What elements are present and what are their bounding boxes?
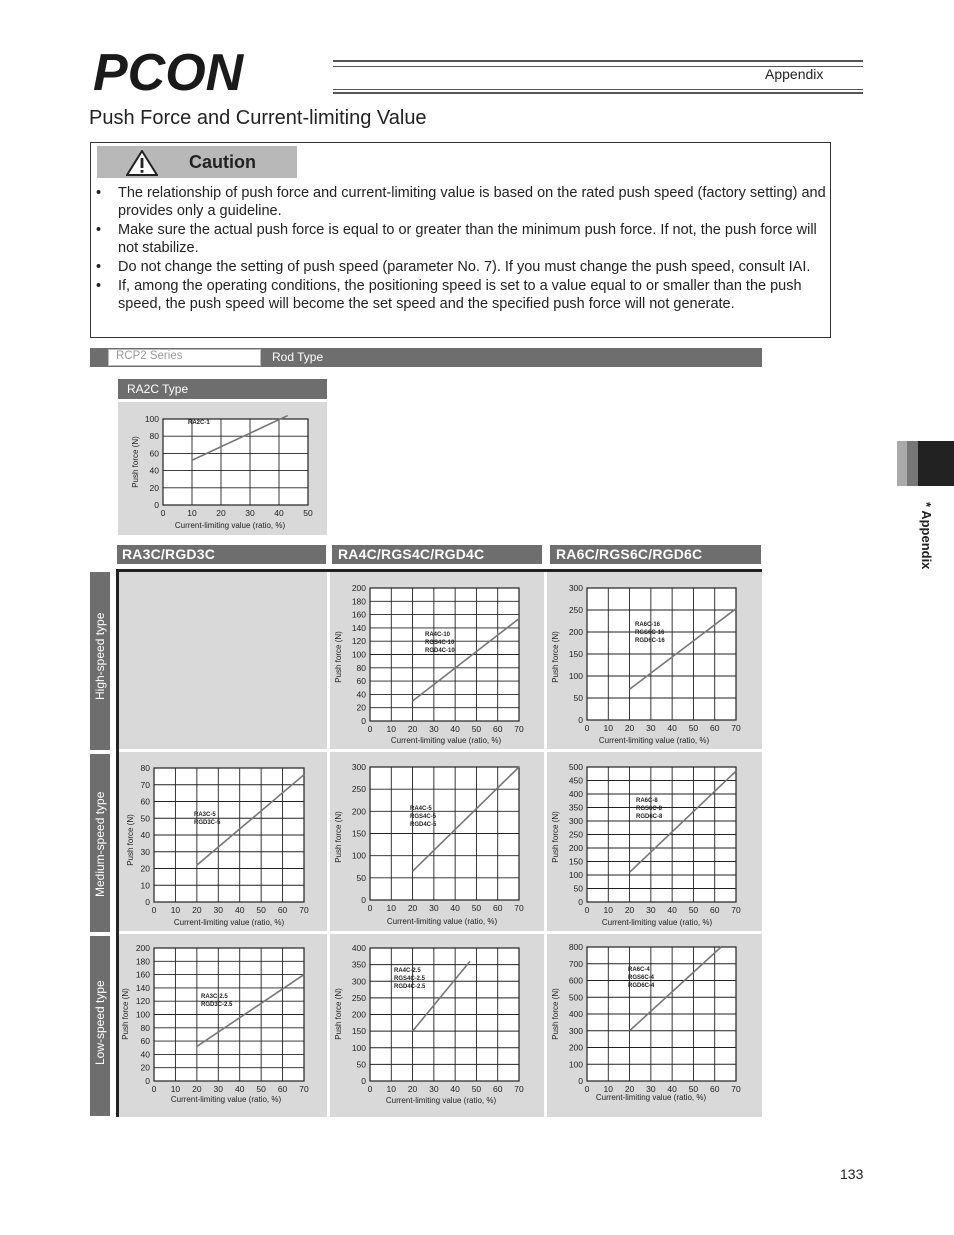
model-label: RA4C-5 (410, 806, 432, 812)
row-label-text: Medium-speed type (93, 791, 107, 897)
y-tick-label: 150 (351, 828, 366, 839)
x-tick-label: 30 (646, 905, 656, 915)
caution-list (96, 184, 826, 314)
logo-text: PCON (93, 44, 244, 98)
y-tick-label: 300 (568, 1025, 583, 1036)
y-tick-label: 100 (351, 649, 366, 660)
x-tick-label: 20 (192, 905, 202, 915)
x-tick-label: 10 (187, 508, 197, 518)
y-tick-label: 180 (351, 596, 366, 607)
model-label: RGS4C-5 (410, 814, 437, 820)
y-tick-label: 60 (356, 676, 366, 687)
x-tick-label: 50 (688, 1084, 699, 1094)
y-tick-label: 350 (351, 959, 366, 970)
y-axis-label: Push force (N) (121, 988, 130, 1040)
page-title: Push Force and Current-limiting Value (89, 107, 427, 129)
x-tick-label: 50 (688, 723, 699, 733)
row-label-text: Low-speed type (93, 980, 107, 1065)
x-tick-label: 70 (514, 1084, 524, 1094)
y-tick-label: 400 (568, 789, 583, 799)
x-tick-label: 70 (731, 905, 741, 915)
ra2c-title: RA2C Type (127, 382, 189, 396)
model-label: RGS4C-2.5 (394, 976, 426, 982)
caution-title: Caution (189, 152, 256, 172)
model-label: RA6C-8 (636, 798, 658, 804)
x-tick-label: 10 (386, 724, 397, 734)
y-tick-label: 180 (135, 956, 150, 967)
x-tick-label: 10 (603, 1084, 614, 1094)
y-tick-label: 400 (351, 943, 366, 953)
x-tick-label: 60 (492, 903, 503, 913)
group-title: RA6C/RGS6C/RGD6C (556, 546, 703, 562)
model-label: RA6C-4 (628, 967, 650, 973)
x-axis-label: Current-limiting value (ratio, %) (598, 736, 710, 745)
x-tick-label: 40 (274, 508, 284, 518)
x-tick-label: 40 (667, 1084, 677, 1094)
caution-item: • If, among the operating conditions, the positioning speed is set to a value equal to or smaller than the push speed, the push speed will become the set speed and the specified push force will not generate. (96, 277, 802, 313)
x-tick-label: 40 (450, 1084, 460, 1094)
y-tick-label: 50 (356, 1059, 366, 1070)
y-tick-label: 160 (351, 609, 366, 620)
y-tick-label: 80 (140, 763, 150, 773)
y-tick-label: 60 (140, 1036, 150, 1047)
y-tick-label: 100 (351, 850, 366, 861)
x-tick-label: 50 (256, 1084, 266, 1094)
y-tick-label: 0 (145, 897, 150, 907)
y-tick-label: 50 (573, 693, 583, 703)
y-axis-label: Push force (N) (551, 811, 560, 863)
x-tick-label: 0 (160, 508, 166, 518)
x-tick-label: 40 (450, 903, 460, 913)
x-tick-label: 40 (450, 724, 460, 734)
x-tick-label: 0 (584, 905, 590, 915)
y-axis-label: Push force (N) (131, 436, 140, 488)
model-label: RGD3C-2.5 (201, 1002, 233, 1008)
model-label: RGD6C-16 (635, 638, 665, 644)
caution-item: • Do not change the setting of push speed (parameter No. 7). If you must change the push speed, consult IAI. (96, 259, 811, 276)
x-tick-label: 20 (407, 1084, 418, 1094)
chart-ra3c-medium (119, 752, 327, 931)
side-tab-dark (918, 441, 954, 486)
y-axis-label: Push force (N) (334, 631, 343, 683)
y-tick-label: 300 (351, 976, 366, 987)
y-tick-label: 200 (351, 1009, 366, 1020)
y-tick-label: 40 (149, 465, 159, 476)
caution-item: • Make sure the actual push force is equal to or greater than the minimum push force. If not, the push force will not stabilize. (96, 222, 817, 257)
x-axis-label: Current-limiting value (ratio, %) (170, 1095, 282, 1104)
x-tick-label: 10 (170, 905, 181, 915)
x-tick-label: 50 (688, 905, 699, 915)
header-rule (333, 60, 863, 62)
y-tick-label: 800 (568, 942, 583, 952)
y-tick-label: 0 (361, 716, 366, 726)
y-tick-label: 120 (135, 996, 150, 1007)
x-tick-label: 40 (667, 905, 677, 915)
y-tick-label: 0 (145, 1076, 150, 1086)
y-tick-label: 300 (351, 762, 366, 772)
y-tick-label: 100 (135, 1009, 150, 1020)
x-tick-label: 30 (429, 724, 439, 734)
x-tick-label: 50 (471, 1084, 482, 1094)
y-tick-label: 50 (140, 813, 150, 824)
x-tick-label: 30 (429, 1084, 439, 1094)
y-tick-label: 140 (351, 622, 366, 633)
row-label-text: High-speed type (93, 612, 107, 700)
y-tick-label: 70 (140, 779, 150, 790)
model-label: RGD4C-10 (425, 648, 455, 654)
y-tick-label: 100 (144, 414, 159, 424)
side-tab-stripe (897, 441, 907, 486)
x-axis-label: Current-limiting value (ratio, %) (385, 1096, 497, 1105)
x-tick-label: 60 (709, 1084, 720, 1094)
y-tick-label: 600 (568, 975, 583, 986)
y-tick-label: 20 (356, 702, 366, 713)
x-tick-label: 60 (709, 905, 720, 915)
y-tick-label: 80 (140, 1022, 150, 1033)
caution-item: • The relationship of push force and current-limiting value is based on the rated push speed (factory setting) and provides only a guideline. (96, 185, 826, 220)
model-label: RGD4C-5 (410, 822, 437, 828)
x-tick-label: 0 (367, 724, 373, 734)
x-tick-label: 0 (584, 723, 590, 733)
y-tick-label: 40 (356, 689, 366, 700)
y-axis-label: Push force (N) (334, 811, 343, 863)
y-tick-label: 50 (573, 883, 583, 894)
header-rule (333, 92, 863, 94)
y-tick-label: 250 (351, 992, 366, 1003)
x-tick-label: 60 (709, 723, 720, 733)
model-label: RA4C-10 (425, 632, 451, 638)
x-tick-label: 10 (603, 905, 614, 915)
series-label: RCP2 Series (116, 350, 183, 362)
y-axis-label: Push force (N) (334, 988, 343, 1040)
y-tick-label: 40 (140, 830, 150, 840)
section-label: Appendix (765, 66, 824, 82)
x-tick-label: 40 (667, 723, 677, 733)
page-number: 133 (840, 1166, 864, 1182)
x-tick-label: 10 (170, 1084, 181, 1094)
x-tick-label: 20 (624, 905, 635, 915)
y-tick-label: 100 (568, 671, 583, 681)
y-tick-label: 250 (568, 605, 583, 615)
y-tick-label: 0 (361, 1076, 366, 1086)
x-tick-label: 30 (646, 1084, 656, 1094)
chart-ra6c-low (547, 934, 762, 1117)
x-tick-label: 10 (386, 1084, 397, 1094)
x-axis-label: Current-limiting value (ratio, %) (174, 521, 286, 530)
y-tick-label: 100 (568, 870, 583, 880)
y-axis-label: Push force (N) (126, 814, 135, 866)
model-label: RGS4C-10 (425, 640, 455, 646)
model-label: RGS6C-4 (628, 975, 655, 981)
y-tick-label: 100 (568, 1059, 583, 1070)
model-label: RGD6C-4 (628, 983, 655, 989)
x-tick-label: 10 (603, 723, 614, 733)
x-axis-label: Current-limiting value (ratio, %) (601, 918, 713, 927)
x-tick-label: 0 (151, 1084, 157, 1094)
x-tick-label: 60 (277, 905, 288, 915)
x-tick-label: 0 (584, 1084, 590, 1094)
model-label: RGS6C-16 (635, 630, 665, 636)
group-title: RA3C/RGD3C (122, 546, 216, 562)
y-tick-label: 400 (568, 1009, 583, 1019)
x-tick-label: 20 (216, 508, 226, 518)
y-tick-label: 500 (568, 762, 583, 772)
x-axis-label: Current-limiting value (ratio, %) (595, 1093, 707, 1102)
x-tick-label: 30 (213, 905, 224, 915)
model-label: RGD6C-8 (636, 814, 663, 820)
y-tick-label: 0 (154, 500, 159, 510)
model-label: RA2C-1 (188, 420, 210, 426)
y-tick-label: 300 (568, 816, 583, 826)
x-tick-label: 60 (492, 1084, 503, 1094)
y-tick-label: 40 (140, 1049, 150, 1060)
x-tick-label: 40 (234, 1084, 245, 1094)
chart-ra6c-high (547, 572, 762, 749)
x-tick-label: 70 (514, 724, 524, 734)
x-axis-label: Current-limiting value (ratio, %) (390, 736, 502, 745)
x-tick-label: 70 (731, 1084, 741, 1094)
y-tick-label: 50 (356, 872, 366, 883)
y-tick-label: 0 (578, 1076, 583, 1086)
type-label: Rod Type (272, 350, 324, 364)
y-tick-label: 160 (135, 969, 150, 980)
x-tick-label: 20 (624, 1084, 635, 1094)
chart-ra6c-medium (547, 752, 762, 931)
y-tick-label: 200 (135, 943, 150, 953)
y-tick-label: 300 (568, 583, 583, 593)
y-tick-label: 250 (351, 784, 366, 795)
y-tick-label: 20 (149, 482, 159, 493)
y-tick-label: 200 (568, 843, 583, 853)
model-label: RA6C-16 (635, 622, 661, 628)
y-tick-label: 450 (568, 775, 583, 786)
chart-ra4c-medium (330, 752, 544, 931)
x-tick-label: 20 (407, 903, 418, 913)
y-tick-label: 20 (140, 1062, 150, 1073)
y-axis-label: Push force (N) (551, 631, 560, 683)
pcon-logo (93, 40, 333, 98)
x-tick-label: 30 (213, 1084, 224, 1094)
y-tick-label: 350 (568, 802, 583, 813)
y-tick-label: 20 (140, 863, 150, 874)
y-tick-label: 150 (568, 649, 583, 659)
y-tick-label: 60 (149, 448, 159, 459)
chart-ra4c-low (330, 934, 544, 1117)
y-tick-label: 80 (149, 431, 159, 442)
y-tick-label: 10 (140, 880, 150, 891)
x-tick-label: 30 (245, 508, 255, 518)
y-tick-label: 80 (356, 662, 366, 673)
x-tick-label: 20 (192, 1084, 202, 1094)
x-tick-label: 10 (386, 903, 397, 913)
x-tick-label: 30 (429, 903, 439, 913)
y-tick-label: 200 (351, 583, 366, 593)
x-tick-label: 20 (624, 723, 635, 733)
x-axis-label: Current-limiting value (ratio, %) (173, 918, 285, 927)
model-label: RA3C-2.5 (201, 994, 228, 1000)
model-label: RGD4C-2.5 (394, 984, 426, 990)
model-label: RA4C-2.5 (394, 968, 421, 974)
x-tick-label: 50 (471, 903, 482, 913)
chart-ra3c-low (119, 934, 327, 1117)
plot-area (163, 419, 308, 505)
y-axis-label: Push force (N) (551, 988, 560, 1040)
y-tick-label: 200 (568, 1042, 583, 1053)
y-tick-label: 250 (568, 829, 583, 840)
x-axis-label: Current-limiting value (ratio, %) (386, 917, 498, 926)
y-tick-label: 0 (578, 715, 583, 725)
y-tick-label: 30 (140, 846, 150, 857)
y-tick-label: 500 (568, 992, 583, 1003)
y-tick-label: 60 (140, 796, 150, 807)
x-tick-label: 60 (492, 724, 503, 734)
y-tick-label: 120 (351, 636, 366, 647)
model-label: RGS6C-8 (636, 806, 663, 812)
header-rule (333, 89, 863, 90)
chart-ra4c-high (330, 572, 544, 749)
x-tick-label: 70 (299, 905, 309, 915)
x-tick-label: 70 (731, 723, 741, 733)
x-tick-label: 0 (367, 903, 373, 913)
y-tick-label: 100 (351, 1042, 366, 1053)
x-tick-label: 30 (646, 723, 656, 733)
x-tick-label: 0 (367, 1084, 373, 1094)
x-tick-label: 0 (151, 905, 157, 915)
x-tick-label: 70 (299, 1084, 309, 1094)
y-tick-label: 200 (568, 627, 583, 637)
warning-icon (126, 150, 158, 176)
y-tick-label: 150 (351, 1026, 366, 1037)
y-tick-label: 150 (568, 856, 583, 867)
side-tab-label: * Appendix (919, 502, 934, 570)
y-tick-label: 0 (361, 895, 366, 905)
group-title: RA4C/RGS4C/RGD4C (338, 546, 485, 562)
x-tick-label: 60 (277, 1084, 288, 1094)
x-tick-label: 50 (256, 905, 266, 915)
y-tick-label: 200 (351, 806, 366, 817)
y-tick-label: 140 (135, 982, 150, 993)
x-tick-label: 50 (471, 724, 482, 734)
x-tick-label: 70 (514, 903, 524, 913)
y-tick-label: 700 (568, 958, 583, 969)
model-label: RGD3C-5 (194, 820, 221, 826)
model-label: RA3C-5 (194, 812, 216, 818)
x-tick-label: 20 (407, 724, 418, 734)
chart-ra2c (118, 402, 327, 535)
y-tick-label: 0 (578, 897, 583, 907)
x-tick-label: 40 (234, 905, 245, 915)
x-tick-label: 50 (303, 508, 313, 518)
